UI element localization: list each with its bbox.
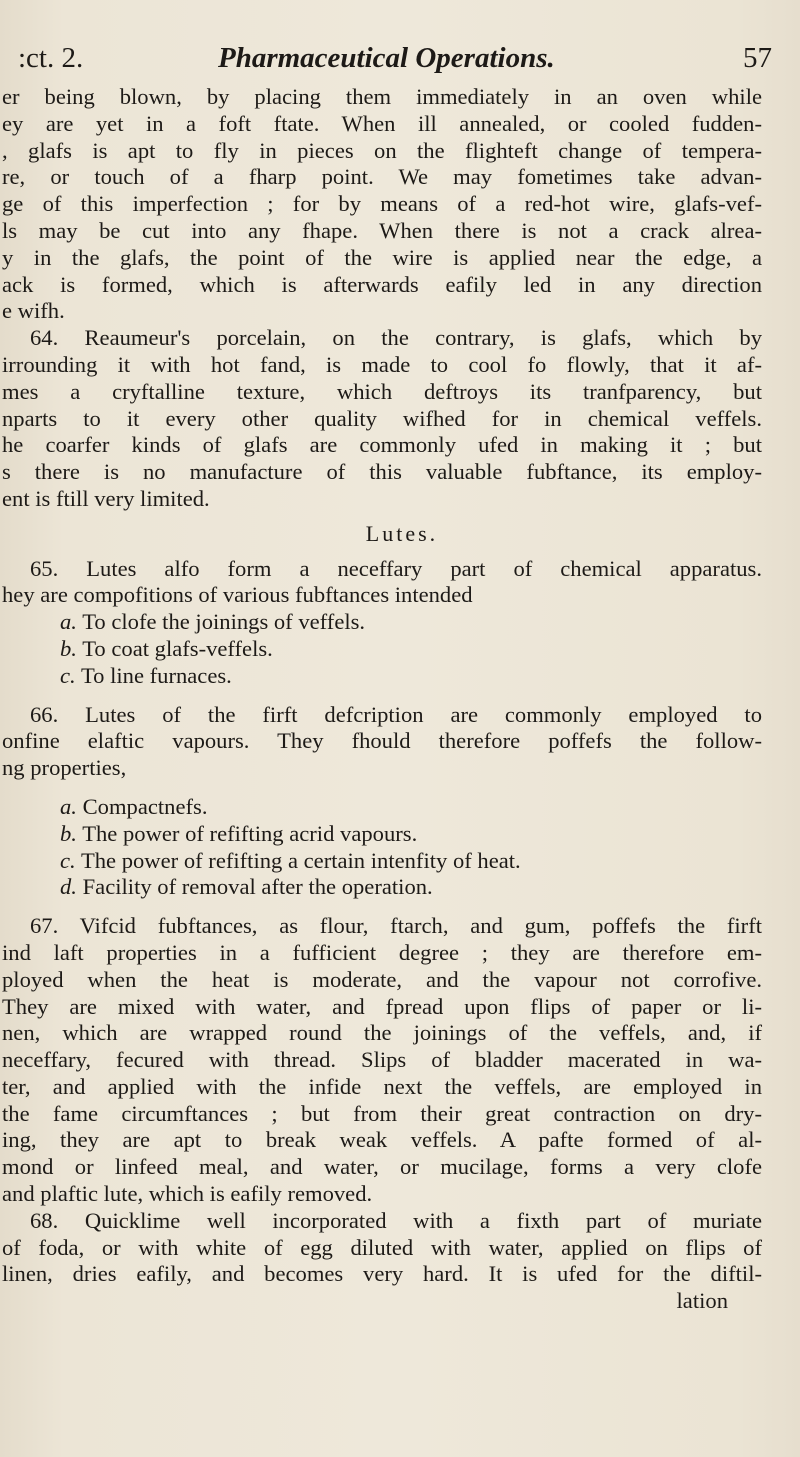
list-65 <box>2 609 762 689</box>
text-line: and plaftic lute, which is eafily removed. <box>2 1181 373 1207</box>
list-item <box>2 821 762 848</box>
header-title: Pharmaceutical Operations. <box>218 42 555 74</box>
text-line: ing, they are apt to break weak veffels. A pafte formed of al- <box>2 1127 762 1153</box>
text-line: linen, dries eafily, and becomes very hard. It is ufed for the diftil- <box>2 1261 762 1287</box>
text-line: s there is no manufacture of this valuable fubftance, its employ- <box>2 459 762 485</box>
text-line: e wifh. <box>2 298 65 324</box>
list-item <box>2 609 762 636</box>
list-item <box>2 636 762 663</box>
list-item-label: b. <box>60 635 77 661</box>
list-item-text: The power of refifting acrid vapours. <box>82 820 418 846</box>
text-line: of foda, or with white of egg diluted with water, applied on flips of <box>2 1234 762 1260</box>
list-item <box>2 848 762 875</box>
text-line: 67. Vifcid fubftances, as flour, ftarch, and gum, poffefs the firft <box>30 913 762 939</box>
paragraph-65 <box>2 556 762 610</box>
text-line: 65. Lutes alfo form a neceffary part of chemical apparatus. <box>30 555 762 581</box>
text-line: nparts to it every other quality wifhed for in chemical veffels. <box>2 405 762 431</box>
text-line: ng properties, <box>2 755 127 781</box>
text-line: ent is ftill very limited. <box>2 485 210 511</box>
list-item-label: b. <box>60 820 77 846</box>
list-item-label: a. <box>60 793 77 819</box>
text-line: ls may be cut into any fhape. When there is not a crack alrea- <box>2 217 762 243</box>
text-line: er being blown, by placing them immediately in an oven while <box>2 84 762 109</box>
list-item-label: d. <box>60 874 77 900</box>
text-line: , glafs is apt to fly in pieces on the flighteft change of tempera- <box>2 137 762 163</box>
running-header <box>18 38 782 78</box>
text-line: hey are compofitions of various fubftances intended <box>2 582 473 608</box>
paragraph-64 <box>2 325 762 513</box>
list-item <box>2 663 762 690</box>
body-text <box>2 84 762 1315</box>
list-item-text: Compactnefs. <box>82 793 208 819</box>
spacer <box>2 782 762 794</box>
text-line: neceffary, fecured with thread. Slips of bladder macerated in wa- <box>2 1047 762 1073</box>
text-line: ind laft properties in a fufficient degree ; they are therefore em- <box>2 939 762 965</box>
text-line: ey are yet in a foft ftate. When ill annealed, or cooled fudden- <box>2 110 762 136</box>
section-heading: Lutes. <box>365 520 439 546</box>
list-item-text: To clofe the joinings of veffels. <box>82 609 366 635</box>
paragraph-67 <box>2 913 762 1208</box>
list-item <box>2 794 762 821</box>
text-line: ack is formed, which is afterwards eafily led in any direction <box>2 271 762 297</box>
paragraph-68 <box>2 1208 762 1288</box>
list-item-text: To line furnaces. <box>80 662 232 688</box>
spacer <box>2 901 762 913</box>
list-item-text: Facility of removal after the operation. <box>82 874 433 900</box>
page-number: 57 <box>743 42 772 74</box>
list-item-label: c. <box>60 847 76 873</box>
text-line: mes a cryftalline texture, which deftroys its tranfparency, but <box>2 378 762 404</box>
list-item-text: To coat glafs-veffels. <box>82 635 273 661</box>
spacer <box>2 690 762 702</box>
catchword: lation <box>676 1288 728 1314</box>
text-line: 66. Lutes of the firft defcription are commonly employed to <box>30 701 762 727</box>
paragraph-continued <box>2 84 762 325</box>
text-line: onfine elaftic vapours. They fhould therefore poffefs the follow- <box>2 728 762 754</box>
text-line: re, or touch of a fharp point. We may fometimes take advan- <box>2 164 762 190</box>
list-item <box>2 874 762 901</box>
paragraph-66 <box>2 702 762 782</box>
text-line: mond or linfeed meal, and water, or mucilage, forms a very clofe <box>2 1154 762 1180</box>
text-line: 68. Quicklime well incorporated with a fixth part of muriate <box>30 1207 762 1233</box>
text-line: irrounding it with hot fand, is made to cool fo flowly, that it af- <box>2 351 762 377</box>
list-item-label: a. <box>60 609 77 635</box>
text-line: ter, and applied with the infide next the veffels, are employed in <box>2 1073 762 1099</box>
list-item-label: c. <box>60 662 76 688</box>
header-section-label: :ct. 2. <box>18 42 84 74</box>
list-item-text: The power of refifting a certain intenfity of heat. <box>80 847 521 873</box>
text-line: ployed when the heat is moderate, and the vapour not corrofive. <box>2 966 762 992</box>
text-line: y in the glafs, the point of the wire is applied near the edge, a <box>2 244 762 270</box>
list-66 <box>2 794 762 901</box>
text-line: nen, which are wrapped round the joinings of the veffels, and, if <box>2 1020 762 1046</box>
text-line: the fame circumftances ; but from their great contraction on dry- <box>2 1100 762 1126</box>
text-line: They are mixed with water, and fpread upon flips of paper or li- <box>2 993 762 1019</box>
text-line: ge of this imperfection ; for by means of a red-hot wire, glafs-vef- <box>2 191 762 217</box>
text-line: he coarfer kinds of glafs are commonly ufed in making it ; but <box>2 432 762 458</box>
text-line: 64. Reaumeur's porcelain, on the contrary, is glafs, which by <box>30 325 762 351</box>
